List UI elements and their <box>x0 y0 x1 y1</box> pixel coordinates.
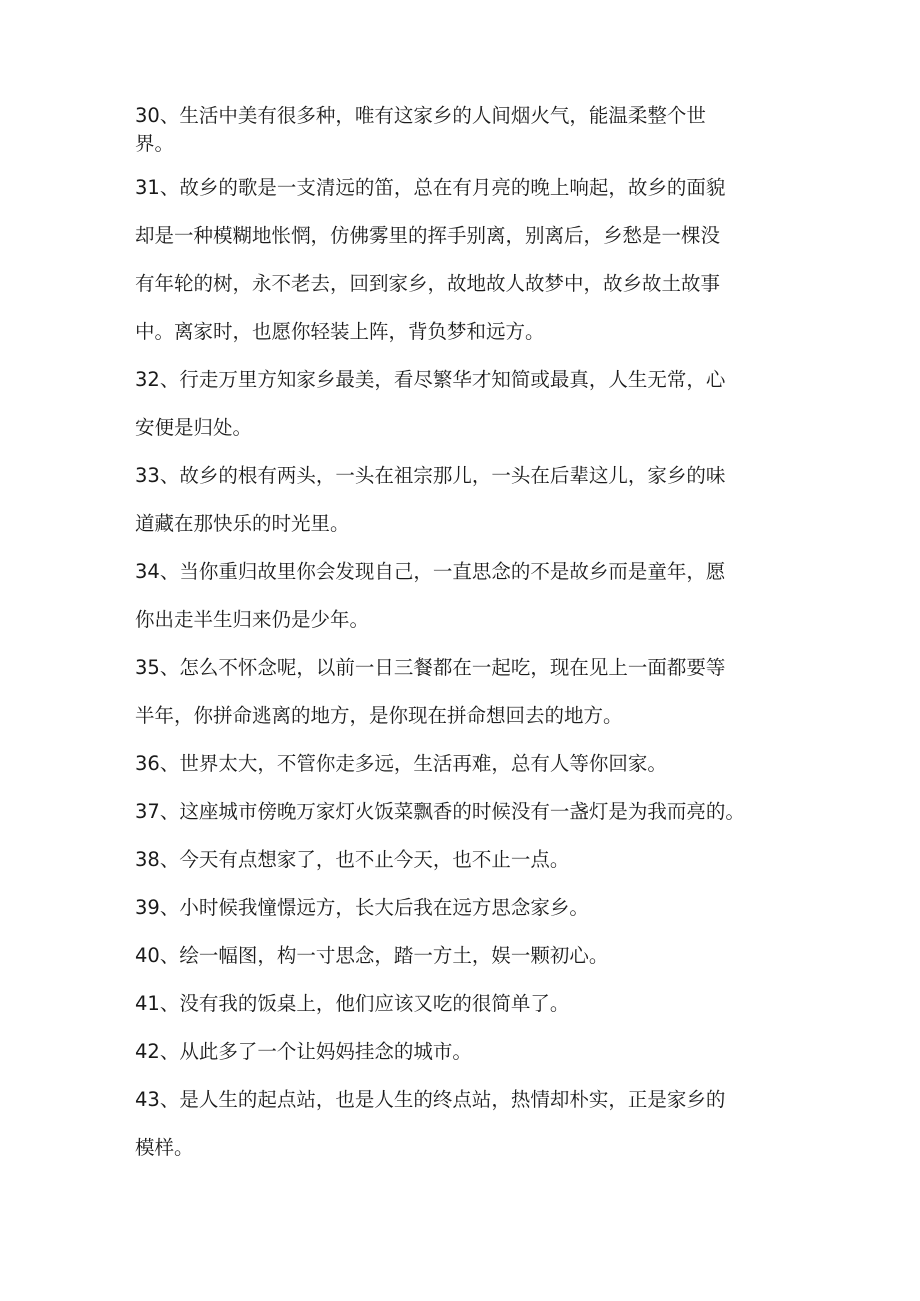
text-line: 界。 <box>135 132 175 155</box>
text-line: 32、行走万里方知家乡最美，看尽繁华才知简或最真，人生无常，心 <box>135 368 726 391</box>
paragraph-39 <box>135 890 800 938</box>
text-line: 你出走半生归来仍是少年。 <box>135 608 370 631</box>
text-line: 模样。 <box>135 1136 194 1159</box>
text-line: 43、是人生的起点站，也是人生的终点站，热情却朴实，正是家乡的 <box>135 1088 726 1111</box>
text-line: 中。离家时，也愿你轻装上阵，背负梦和远方。 <box>135 320 545 343</box>
paragraph-43 <box>135 1082 800 1178</box>
text-line: 41、没有我的饭桌上，他们应该又吃的很简单了。 <box>135 992 570 1015</box>
text-line: 30、生活中美有很多种，唯有这家乡的人间烟火气，能温柔整个世 <box>135 104 706 127</box>
paragraph-31 <box>135 170 800 362</box>
text-line: 道藏在那快乐的时光里。 <box>135 512 350 535</box>
paragraph-38 <box>135 842 800 890</box>
text-line: 40、绘一幅图，构一寸思念，踏一方土，娱一颗初心。 <box>135 944 609 967</box>
paragraph-33 <box>135 458 800 554</box>
paragraph-41 <box>135 986 800 1034</box>
paragraph-32 <box>135 362 800 458</box>
paragraph-36 <box>135 746 800 794</box>
paragraph-40 <box>135 938 800 986</box>
paragraph-42 <box>135 1034 800 1082</box>
text-line: 33、故乡的根有两头，一头在祖宗那儿，一头在后辈这儿，家乡的味 <box>135 464 726 487</box>
paragraph-37 <box>135 794 800 842</box>
text-line: 31、故乡的歌是一支清远的笛，总在有月亮的晚上响起，故乡的面貌 <box>135 176 726 199</box>
text-line: 38、今天有点想家了，也不止今天，也不止一点。 <box>135 848 570 871</box>
paragraph-35 <box>135 650 800 746</box>
paragraph-34 <box>135 554 800 650</box>
text-line: 安便是归处。 <box>135 416 253 439</box>
paragraph-30 <box>135 98 800 170</box>
text-line: 34、当你重归故里你会发现自己，一直思念的不是故乡而是童年，愿 <box>135 560 726 583</box>
document-body <box>135 98 800 1178</box>
text-line: 却是一种模糊地怅惘，仿佛雾里的挥手别离，别离后，乡愁是一棵没 <box>135 224 721 247</box>
text-line: 35、怎么不怀念呢，以前一日三餐都在一起吃，现在见上一面都要等 <box>135 656 726 679</box>
text-line: 36、世界太大，不管你走多远，生活再难，总有人等你回家。 <box>135 752 667 775</box>
text-line: 37、这座城市傍晚万家灯火饭菜飘香的时候没有一盏灯是为我而亮的。 <box>135 800 745 823</box>
text-line: 有年轮的树，永不老去，回到家乡，故地故人故梦中，故乡故土故事 <box>135 272 721 295</box>
text-line: 39、小时候我憧憬远方，长大后我在远方思念家乡。 <box>135 896 589 919</box>
text-line: 42、从此多了一个让妈妈挂念的城市。 <box>135 1040 472 1063</box>
text-line: 半年，你拼命逃离的地方，是你现在拼命想回去的地方。 <box>135 704 623 727</box>
